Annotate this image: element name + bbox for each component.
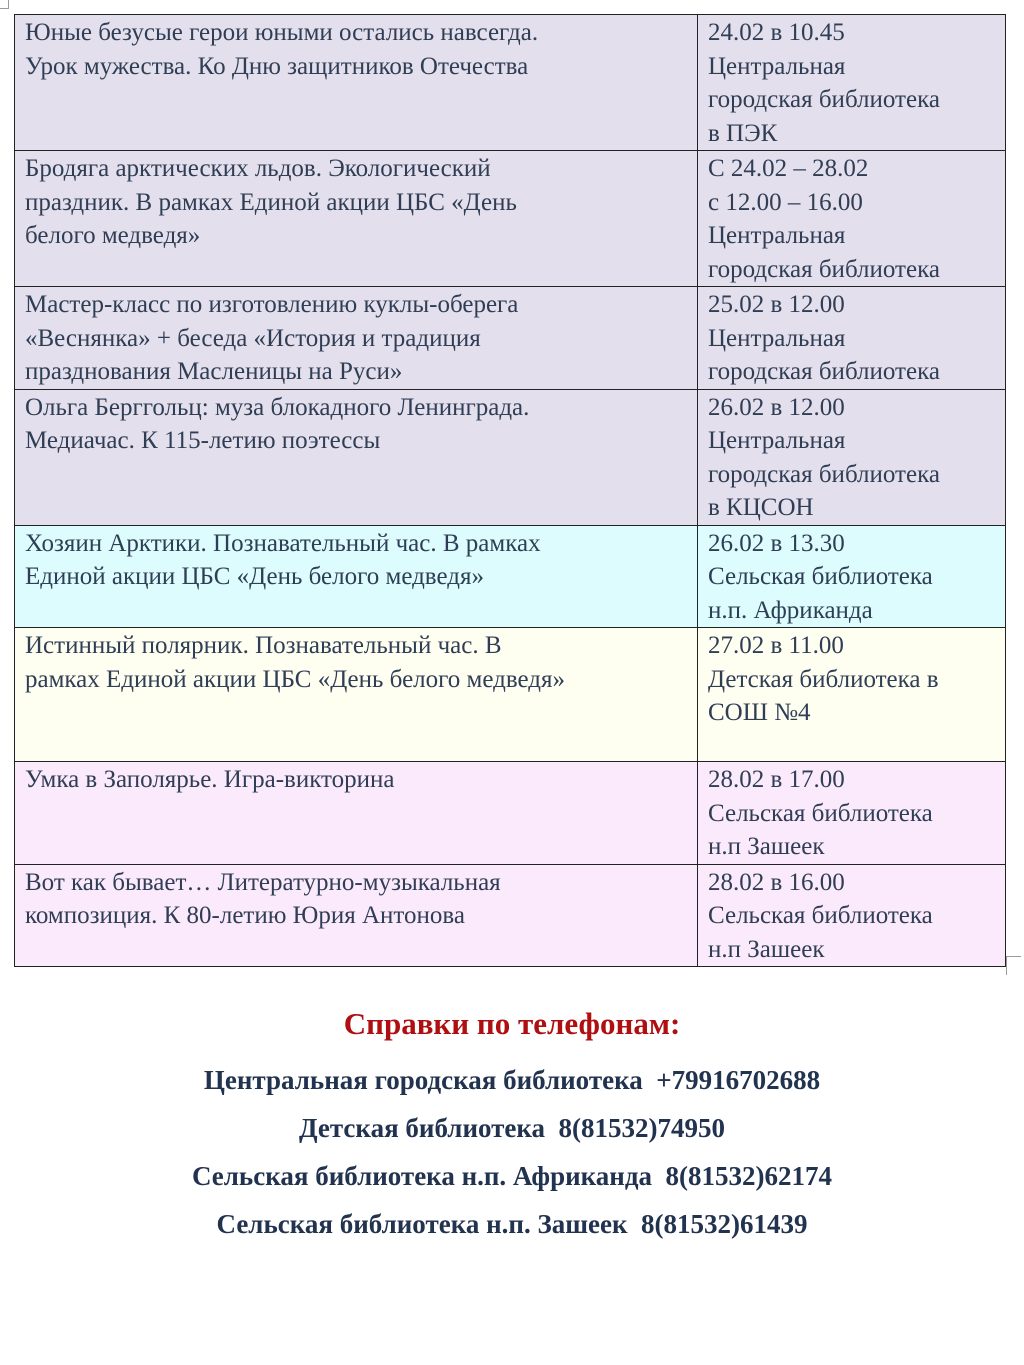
event-cell xyxy=(15,151,698,287)
contacts-section xyxy=(0,1000,1024,1248)
table-row xyxy=(15,287,1006,390)
table-row xyxy=(15,15,1006,151)
event-cell xyxy=(15,628,698,762)
event-line: Вот как бывает… Литературно-музыкальная xyxy=(25,868,501,896)
date-place-cell xyxy=(698,287,1006,390)
date-place-line: СОШ №4 xyxy=(708,699,811,726)
event-line: рамках Единой акции ЦБС «День белого медведя» xyxy=(25,665,565,693)
date-place-cell xyxy=(698,15,1006,151)
table-row xyxy=(15,864,1006,967)
contact-line: Центральная городская библиотека +79916702688 xyxy=(203,1065,821,1095)
event-line: Юные безусые герои юными остались навсегда. xyxy=(25,19,539,46)
table-row xyxy=(15,389,1006,525)
event-line: Истинный полярник. Познавательный час. В xyxy=(25,632,502,659)
date-place-line: н.п Зашеек xyxy=(708,833,825,860)
event-line: Урок мужества. Ко Дню защитников Отечества xyxy=(25,52,529,80)
table-move-handle[interactable] xyxy=(0,0,9,9)
contact-line: Детская библиотека 8(81532)74950 xyxy=(298,1113,726,1143)
date-place-line: Сельская библиотека xyxy=(708,563,933,590)
event-line: композиция. К 80-летию Юрия Антонова xyxy=(25,902,465,929)
date-place-line: н.п Зашеек xyxy=(708,935,825,963)
event-line: Хозяин Арктики. Познавательный час. В рамках xyxy=(25,529,541,557)
event-cell xyxy=(15,762,698,865)
event-line: Мастер-класс по изготовлению куклы-оберега xyxy=(25,291,519,318)
date-place-line: 25.02 в 12.00 xyxy=(708,291,845,318)
date-place-line: Центральная xyxy=(708,52,846,80)
date-place-line: 28.02 в 17.00 xyxy=(708,766,845,793)
date-place-line: Детская библиотека в xyxy=(708,665,939,693)
date-place-line: в КЦСОН xyxy=(708,494,814,521)
table-resize-handle[interactable] xyxy=(1006,956,1021,975)
date-place-line: 26.02 в 12.00 xyxy=(708,393,845,421)
date-place-line: с 12.00 – 16.00 xyxy=(708,188,863,216)
event-cell xyxy=(15,287,698,390)
date-place-cell xyxy=(698,628,1006,762)
date-place-line: 24.02 в 10.45 xyxy=(708,19,845,46)
date-place-cell xyxy=(698,151,1006,287)
table-row xyxy=(15,628,1006,762)
contact-line: Сельская библиотека н.п. Зашеек 8(81532)61439 xyxy=(216,1209,808,1239)
table-row xyxy=(15,762,1006,865)
event-cell xyxy=(15,389,698,525)
date-place-line: 27.02 в 11.00 xyxy=(708,632,844,659)
table-row xyxy=(15,525,1006,628)
event-cell xyxy=(15,864,698,967)
date-place-cell xyxy=(698,864,1006,967)
date-place-line: в ПЭК xyxy=(708,119,778,147)
contact-line: Сельская библиотека н.п. Африканда 8(81532)62174 xyxy=(191,1161,833,1191)
date-place-line: 28.02 в 16.00 xyxy=(708,868,845,896)
date-place-line: городская библиотека xyxy=(708,358,940,385)
event-line: Единой акции ЦБС «День белого медведя» xyxy=(25,563,484,590)
event-cell xyxy=(15,525,698,628)
event-line: белого медведя» xyxy=(25,222,201,249)
date-place-line: городская библиотека xyxy=(708,86,940,113)
event-line: праздник. В рамках Единой акции ЦБС «День xyxy=(25,188,517,216)
date-place-line: Центральная xyxy=(708,222,846,249)
date-place-line: городская библиотека xyxy=(708,255,940,283)
date-place-cell xyxy=(698,389,1006,525)
contacts-title: Справки по телефонам: xyxy=(343,1006,681,1041)
event-cell xyxy=(15,15,698,151)
event-line: празднования Масленицы на Руси» xyxy=(25,358,403,385)
date-place-cell xyxy=(698,762,1006,865)
date-place-line: Центральная xyxy=(708,324,846,352)
date-place-line: н.п. Африканда xyxy=(708,596,873,624)
table-row xyxy=(15,151,1006,287)
events-table xyxy=(14,14,1006,967)
event-line: Умка в Заполярье. Игра-викторина xyxy=(25,766,395,793)
date-place-line: Центральная xyxy=(708,427,846,454)
event-line: Ольга Берггольц: муза блокадного Ленинграда. xyxy=(25,393,530,421)
date-place-line: Сельская библиотека xyxy=(708,902,933,929)
event-line: Бродяга арктических льдов. Экологический xyxy=(25,155,491,182)
event-line: «Веснянка» + беседа «История и традиция xyxy=(25,324,481,352)
date-place-line: С 24.02 – 28.02 xyxy=(708,155,869,182)
date-place-line: городская библиотека xyxy=(708,460,940,488)
date-place-line: Сельская библиотека xyxy=(708,799,933,827)
date-place-line: 26.02 в 13.30 xyxy=(708,529,845,557)
event-line: Медиачас. К 115-летию поэтессы xyxy=(25,427,381,454)
date-place-cell xyxy=(698,525,1006,628)
